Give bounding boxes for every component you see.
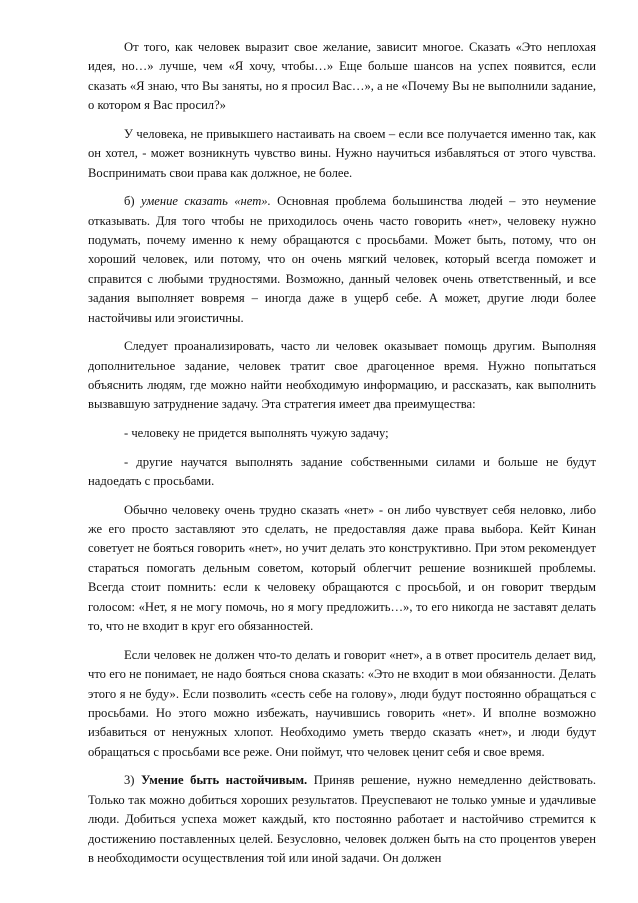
paragraph-text: Если человек не должен что-то делать и говорит «нет», а в ответ проситель делает вид, что его не понимает, не надо бояться снова сказать: «Это не входит в мои обязанности. Делать этого я не буду». Если позволить «сесть себе на голову», люди будут постоянно обращаться с просьбами. Но этого можно избежать, научившись говорить «нет». И вполне возможно избавиться от ненужных хлопот. Необходимо уметь твердо сказать «нет», и люди будут обращаться с просьбами все реже. Они поймут, что человек ценит себя и свое время. bbox=[88, 647, 596, 759]
paragraph-text: Основная проблема большинства людей – это неумение отказывать. Для того чтобы не приходилось очень часто говорить «нет», человеку нужно подумать, почему именно к нему обращаются с просьбами. Может быть, потому, что он хороший человек, или потому, что он очень мягкий человек, который всегда поможет и справится с любыми трудностями. Возможно, данный человек очень ответственный, и все задания выполняет вовремя – иногда даже в ущерб себе. А может, другие люди более настойчивы или эгоистичны. bbox=[88, 194, 596, 325]
paragraph-prefix: б) bbox=[124, 194, 141, 209]
paragraph-say-no bbox=[88, 192, 596, 328]
paragraph-text: Обычно человеку очень трудно сказать «нет» - он либо чувствует себя неловко, либо же его просто заставляют это сделать, не предоставляя даже права выбора. Кейт Кинан советует не бояться говорить «нет», но учит делать это конструктивно. При этом рекомендует стараться помогать дельным советом, который облегчит решение возникшей проблемы. Всегда стоит помнить: если к человеку обращаются с просьбой, и он говорит твердым голосом: «Нет, я не могу помочь, но я могу предложить…», то его никогда не заставят делать то, что не входит в круг его обязанностей. bbox=[88, 502, 596, 634]
paragraph-analyze bbox=[88, 337, 596, 415]
paragraph-guilt bbox=[88, 125, 596, 183]
paragraph-heading: Умение быть настойчивым. bbox=[141, 773, 308, 788]
paragraph-repeat-no bbox=[88, 646, 596, 762]
paragraph-text: У человека, не привыкшего настаивать на своем – если все получается именно так, как он хотел, - может возникнуть чувство вины. Нужно научиться избавляться от этого чувства. Воспринимать свои права как должное, не более. bbox=[88, 126, 596, 180]
paragraph-emphasis: умение сказать «нет». bbox=[140, 194, 271, 209]
list-item-advantage-1 bbox=[88, 424, 596, 443]
paragraph-text: Приняв решение, нужно немедленно действовать. Только так можно добиться хороших результатов. Преуспевают не только умные и удачливые люди. Добиться успеха может каждый, кто постоянно работает и настойчиво стремится к достижению поставленных целей. Безусловно, человек должен быть на сто процентов уверен в необходимости осуществления той или иной задачи. Он должен bbox=[88, 773, 597, 865]
paragraph-persistence bbox=[88, 771, 596, 868]
paragraph-prefix: 3) bbox=[124, 773, 142, 788]
paragraph-text: - другие научатся выполнять задание собственными силами и больше не будут надоедать с просьбами. bbox=[88, 454, 596, 489]
paragraph-intro bbox=[88, 38, 596, 116]
paragraph-text: Следует проанализировать, часто ли человек оказывает помощь другим. Выполняя дополнительное задание, человек тратит свое драгоценное время. Нужно попытаться объяснить людям, где можно найти необходимую информацию, и рассказать, как выполнить вызвавшую затруднение задачу. Эта стратегия имеет два преимущества: bbox=[88, 339, 596, 412]
list-item-advantage-2 bbox=[88, 453, 596, 492]
paragraph-text: От того, как человек выразит свое желание, зависит многое. Сказать «Это неплохая идея, но…» лучше, чем «Я хочу, чтобы…» Еще больше шансов на успех появится, если сказать «Я знаю, что Вы заняты, но я просил Вас…», а не «Почему Вы не выполнили задание, о котором я Вас просил?» bbox=[88, 40, 596, 113]
paragraph-text: - человеку не придется выполнять чужую задачу; bbox=[124, 426, 389, 441]
paragraph-kinan bbox=[88, 501, 596, 637]
